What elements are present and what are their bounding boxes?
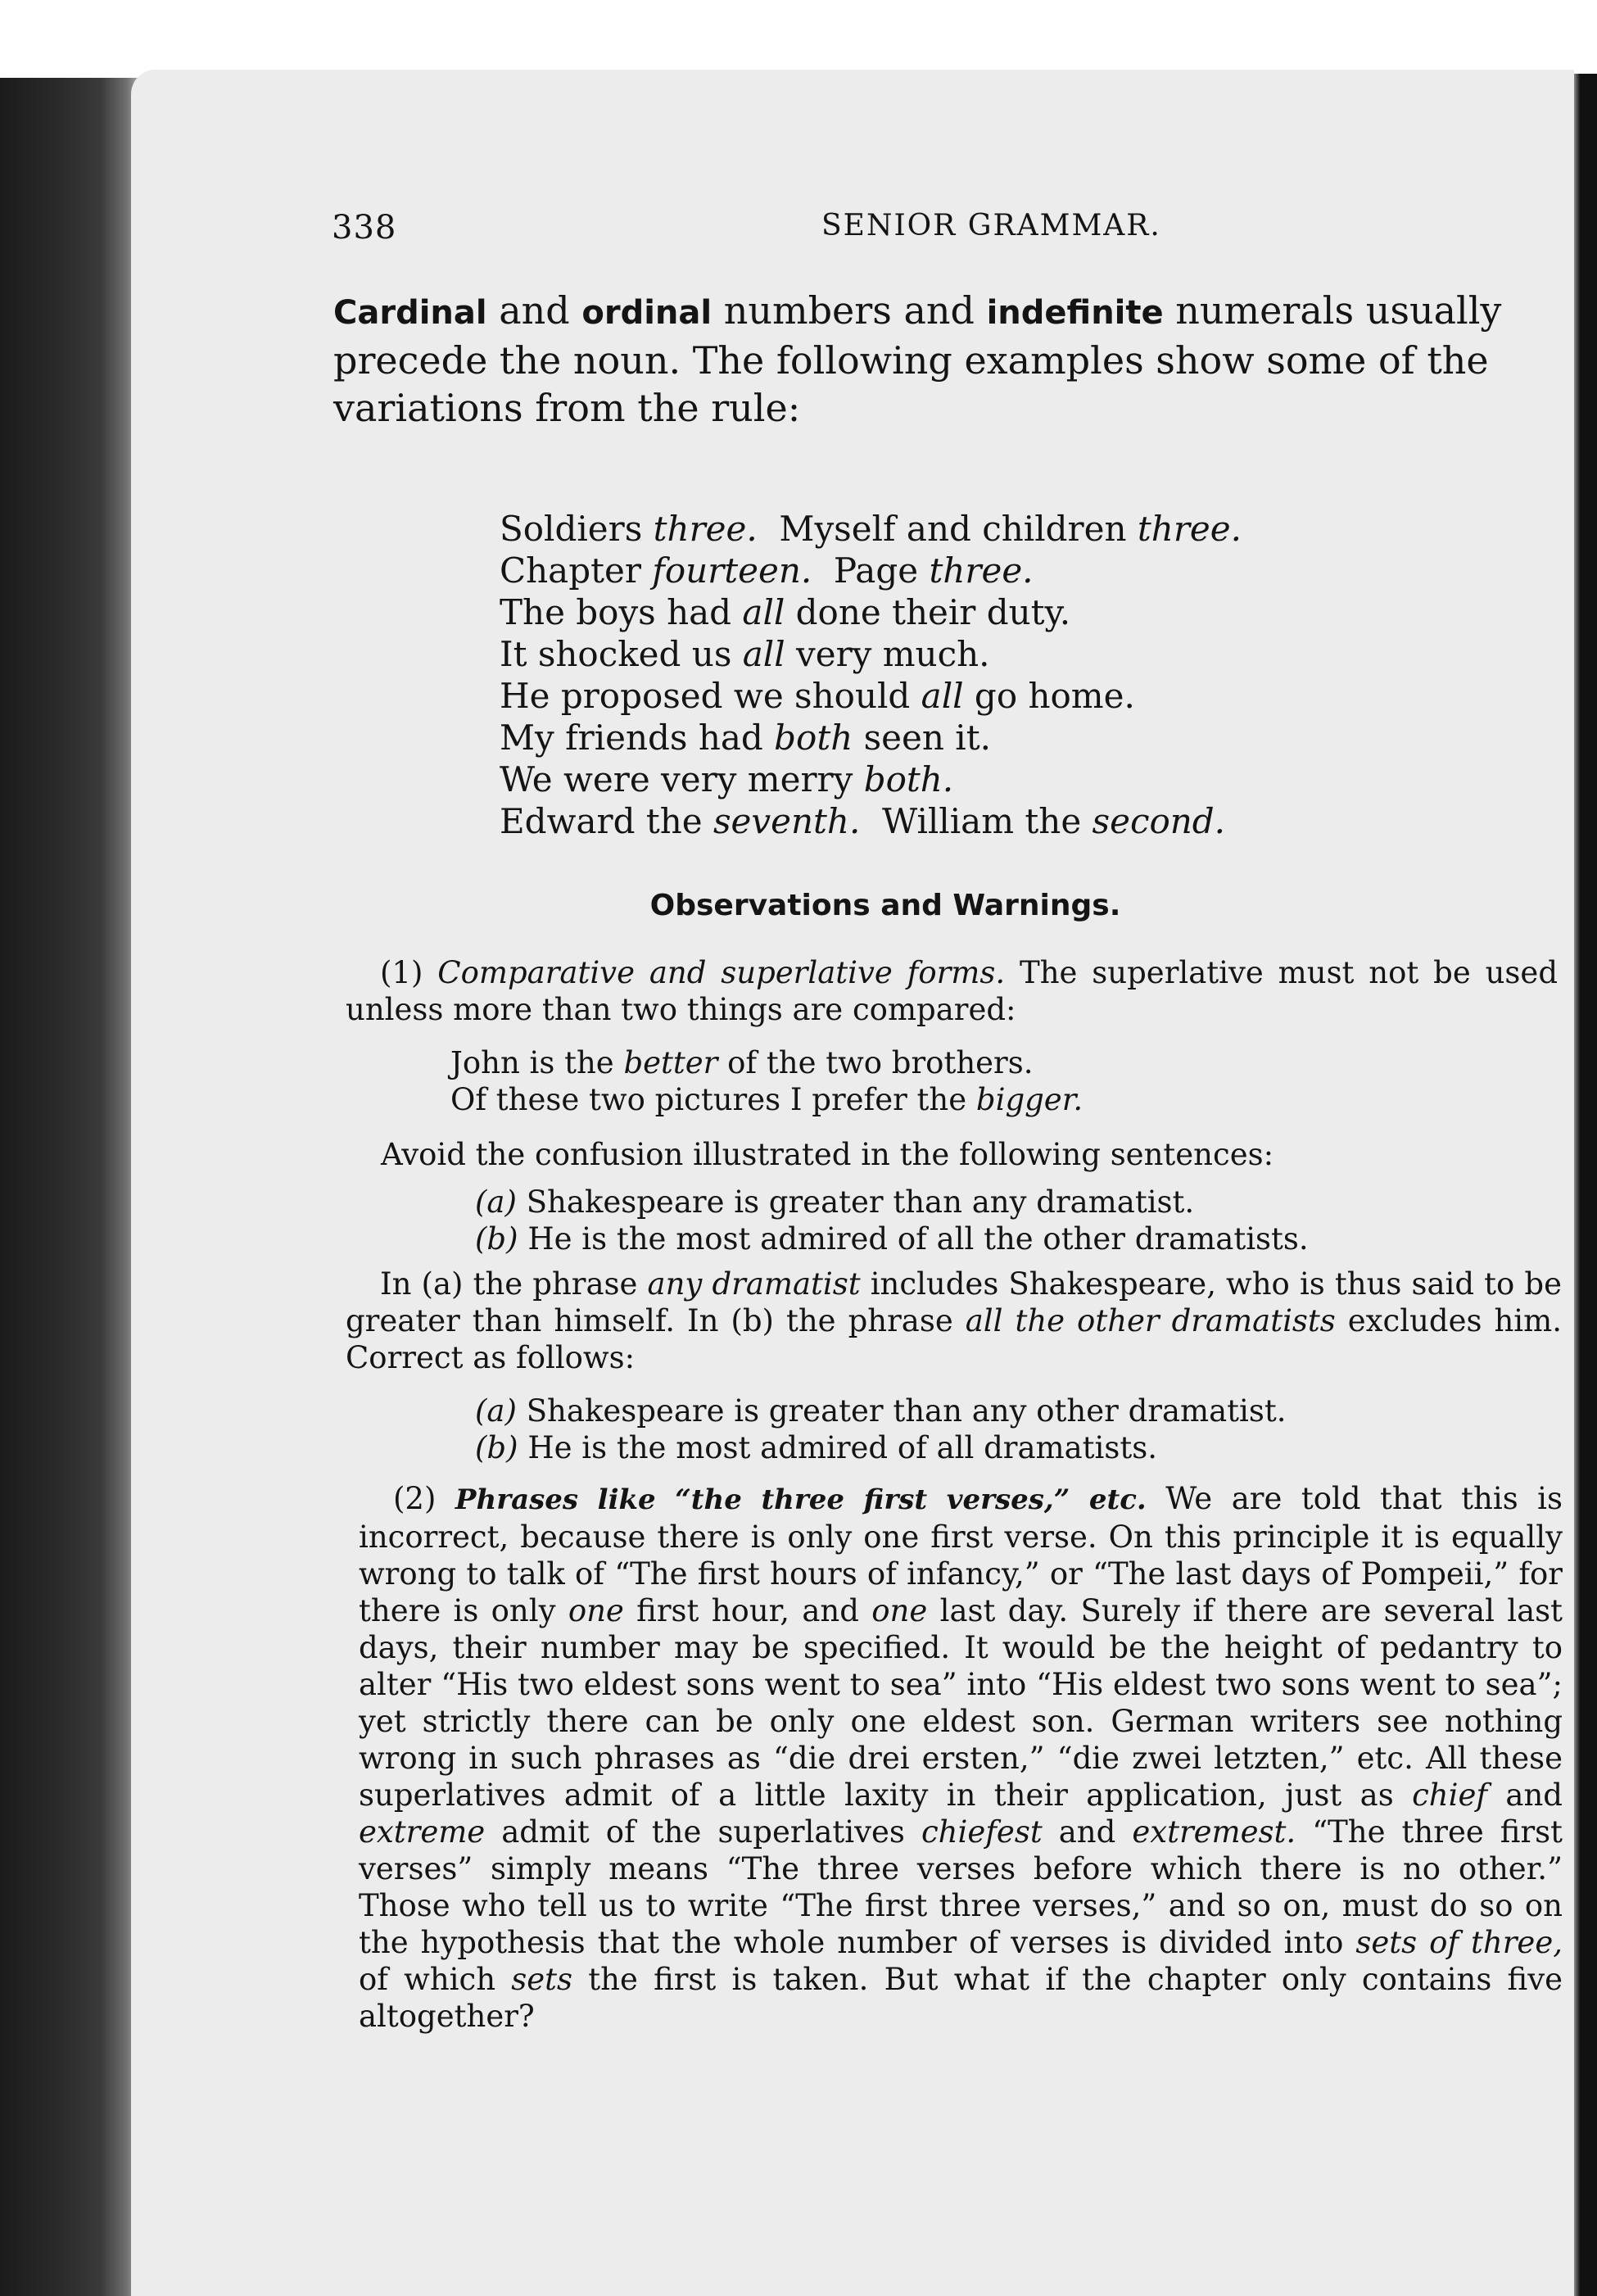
- text-span: It shocked us: [500, 634, 743, 674]
- observation-1: [346, 954, 1558, 1028]
- page-edge: [1571, 74, 1597, 2296]
- italic-phrase: all the other dramatists: [965, 1303, 1336, 1338]
- italic-word: all: [742, 634, 785, 674]
- example-block-3: [475, 1393, 1286, 1466]
- italic-word: both.: [863, 759, 954, 799]
- text-span: The boys had: [500, 592, 743, 632]
- text-span: Of these two pictures I prefer the: [450, 1082, 976, 1117]
- italic-word: extreme: [359, 1814, 486, 1850]
- text-span: Edward the: [500, 801, 713, 841]
- text-span: of the two brothers.: [717, 1045, 1034, 1080]
- book-spine: [0, 78, 143, 2296]
- italic-phrase: any dramatist: [647, 1266, 861, 1302]
- example-line: [475, 1184, 1309, 1220]
- observation-2: [359, 1480, 1563, 2035]
- text-span: He proposed we should: [500, 676, 921, 716]
- item-label: (a): [475, 1184, 527, 1220]
- italic-word: chiefest: [921, 1814, 1043, 1850]
- italic-word: three.: [653, 509, 758, 549]
- text-span: and: [1042, 1814, 1133, 1850]
- italic-word: one: [568, 1593, 624, 1628]
- intro-paragraph: [333, 287, 1545, 432]
- running-head: SENIOR GRAMMAR.: [821, 209, 1161, 242]
- italic-phrase: sets of three,: [1355, 1925, 1563, 1960]
- text-span: Soldiers: [500, 509, 654, 549]
- item-title: Comparative and superlative forms.: [437, 955, 1006, 990]
- text-span: Page: [812, 550, 930, 591]
- italic-word: better: [623, 1045, 718, 1080]
- term-ordinal: ordinal: [581, 294, 713, 332]
- term-cardinal: Cardinal: [333, 294, 487, 332]
- text-span: the first is taken. But what if the chapter only contains five altogether?: [359, 1962, 1563, 2034]
- text-span: He is the most admired of all the other dramatists.: [527, 1221, 1309, 1257]
- example-line: [475, 1220, 1309, 1257]
- text-span: numerals usually precede the noun. The following examples show some of the variations from the rule:: [333, 288, 1502, 430]
- example-line: [500, 591, 1400, 633]
- item-label: (b): [475, 1430, 528, 1465]
- example-line: [500, 759, 1400, 800]
- italic-word: second.: [1092, 801, 1226, 841]
- text-span: and: [1487, 1777, 1563, 1813]
- italic-word: extremest.: [1132, 1814, 1296, 1850]
- item-number: (2): [393, 1481, 455, 1516]
- italic-word: fourteen.: [652, 550, 812, 591]
- example-line: [500, 550, 1400, 591]
- text-span: very much.: [785, 634, 990, 674]
- avoid-paragraph: Avoid the confusion illustrated in the following sentences:: [381, 1137, 1274, 1172]
- text-span: numbers and: [712, 288, 987, 333]
- text-span: done their duty.: [785, 592, 1071, 632]
- italic-word: sets: [511, 1962, 573, 1997]
- item-label: (a): [475, 1393, 527, 1429]
- item-label: (b): [475, 1221, 528, 1257]
- example-block-2: [475, 1184, 1309, 1257]
- example-line: [500, 717, 1400, 759]
- example-block-1: [450, 1044, 1083, 1118]
- italic-word: three.: [929, 550, 1034, 591]
- italic-word: all: [742, 592, 785, 632]
- text-span: go home.: [963, 676, 1135, 716]
- example-line: [500, 675, 1400, 717]
- example-list: [500, 508, 1400, 842]
- text-span: We were very merry: [500, 759, 864, 799]
- text-span: seen it.: [853, 718, 991, 758]
- page-number: 338: [332, 209, 397, 247]
- italic-word: seventh.: [713, 801, 861, 841]
- text-span: Chapter: [500, 550, 653, 591]
- text-span: “The three first verses” simply means “The three verses before which there is no other.” Those who tell us to write “The first three verses,” and so on, must do so on the hypothesis that the whole number of verses is divided into: [359, 1814, 1563, 1960]
- italic-word: three.: [1137, 509, 1242, 549]
- text-span: Shakespeare is greater than any other dramatist.: [526, 1393, 1287, 1429]
- text-span: includes Shakespeare, who is thus said to be greater than himself. In (b) the phrase: [346, 1266, 1563, 1338]
- text-span: last day. Surely if there are several last days, their number may be specified. It would be the height of pedantry to alter “His two eldest sons went to sea” into “His eldest two sons went to sea”; yet strictly there can be only one eldest son. German writers see nothing wrong in such phrases as “die drei ersten,” “die zwei letzten,” etc. All these superlatives admit of a little laxity in their application, just as: [359, 1593, 1563, 1813]
- text-span: excludes him. Correct as follows:: [346, 1303, 1562, 1375]
- text-span: We are told that this is incorrect, because there is only one first verse. On this principle it is equally wrong to talk of “The first hours of infancy,” or “The last days of Pompeii,” for there is only: [359, 1481, 1563, 1628]
- italic-word: one: [871, 1593, 928, 1628]
- text-span: first hour, and: [623, 1593, 872, 1628]
- text-span: My friends had: [500, 718, 775, 758]
- text-span: Shakespeare is greater than any dramatist.: [526, 1184, 1195, 1220]
- example-line: [500, 508, 1400, 550]
- book-page: [131, 70, 1574, 2296]
- example-line: [500, 633, 1400, 675]
- italic-word: both: [774, 718, 853, 758]
- text-span: admit of the superlatives: [485, 1814, 921, 1850]
- item-title: Phrases like “the three first verses,” etc.: [455, 1483, 1147, 1516]
- explanation-paragraph: [346, 1266, 1562, 1376]
- section-heading: Observations and Warnings.: [649, 889, 1121, 922]
- example-line: [450, 1081, 1083, 1118]
- example-line: [475, 1429, 1286, 1466]
- text-span: The superlative must not be used unless more than two things are compared:: [346, 955, 1559, 1027]
- text-span: He is the most admired of all dramatists.: [527, 1430, 1157, 1465]
- term-indefinite: indefinite: [986, 294, 1164, 332]
- item-number: (1): [380, 955, 438, 990]
- text-span: John is the: [450, 1045, 624, 1080]
- text-span: William the: [860, 801, 1093, 841]
- italic-word: all: [921, 676, 964, 716]
- text-span: of which: [359, 1962, 512, 1997]
- text-span: and: [486, 288, 582, 333]
- italic-word: bigger.: [975, 1082, 1084, 1117]
- example-line: [475, 1393, 1286, 1429]
- text-span: Myself and children: [757, 509, 1138, 549]
- example-line: [450, 1044, 1083, 1081]
- text-span: In (a) the phrase: [380, 1266, 648, 1302]
- example-line: [500, 800, 1400, 842]
- italic-word: chief: [1412, 1777, 1488, 1813]
